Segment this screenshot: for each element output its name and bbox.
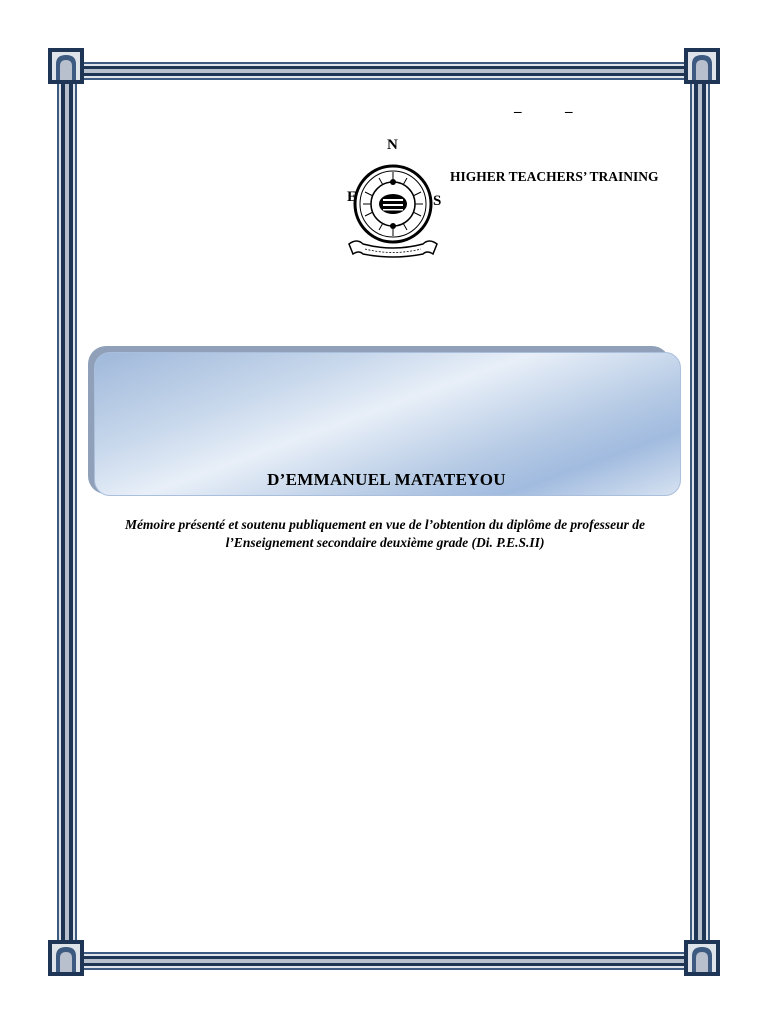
- university-seal-logo: [343, 152, 443, 264]
- frame-left-border: [57, 62, 77, 962]
- header-mark-1: –: [514, 104, 522, 120]
- frame-corner-bottom-left: [48, 940, 84, 976]
- institution-name: HIGHER TEACHERS’ TRAINING: [450, 169, 659, 184]
- frame-bottom-border: [62, 952, 706, 970]
- compass-north: N: [387, 137, 398, 153]
- frame-top-border: [62, 62, 706, 80]
- frame-corner-bottom-right: [684, 940, 720, 976]
- frame-corner-top-left: [48, 48, 84, 84]
- compass-south: S: [433, 193, 442, 209]
- frame-corner-top-right: [684, 48, 720, 84]
- header-mark-2: –: [565, 104, 573, 120]
- author-name: D’EMMANUEL MATATEYOU: [267, 470, 506, 489]
- compass-east: E: [347, 189, 358, 205]
- thesis-description: Mémoire présenté et soutenu publiquement en vue de l’obtention du diplôme de professeur de l’Enseignement secondaire deuxième grade (Di. P.E.S.II): [124, 517, 646, 550]
- frame-right-border: [690, 62, 710, 962]
